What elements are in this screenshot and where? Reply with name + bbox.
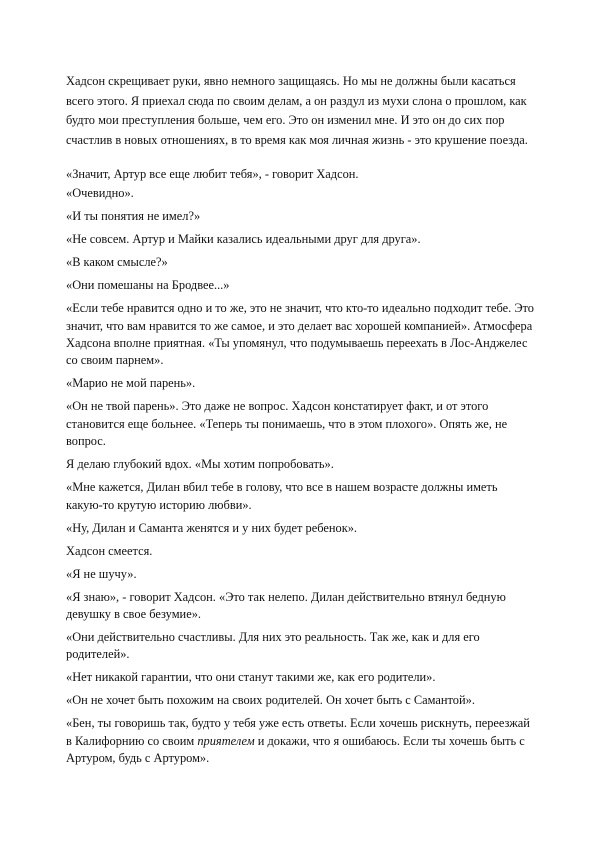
text-run: «Бен, ты говоришь так, будто у тебя уже есть ответы. Если хочешь рискнуть, переезжай в Калифорнию со своим bbox=[66, 716, 530, 748]
paragraph: «Не совсем. Артур и Майки казались идеальными друг для друга». bbox=[66, 232, 421, 247]
document-page bbox=[66, 72, 536, 773]
paragraph: «Мне кажется, Дилан вбил тебе в голову, что все в нашем возрасте должны иметь какую-то крутую историю любви». bbox=[66, 480, 498, 512]
paragraph: «В каком смысле?» bbox=[66, 255, 168, 270]
paragraph: Хадсон смеется. bbox=[66, 543, 153, 558]
paragraph: Я делаю глубокий вдох. «Мы хотим попробовать». bbox=[66, 457, 334, 472]
paragraph: «Они помешаны на Бродвее...» bbox=[66, 278, 230, 293]
last-paragraph bbox=[66, 715, 536, 767]
paragraph: «Он не твой парень». Это даже не вопрос. Хадсон констатирует факт, и от этого становится еще больнее. «Теперь ты понимаешь, что в этом плохого». Опять же, не вопрос. bbox=[66, 399, 508, 449]
paragraph: «Очевидно». bbox=[66, 186, 134, 201]
paragraph: «Я знаю», - говорит Хадсон. «Это так нелепо. Дилан действительно втянул бедную девушку в свое безумие». bbox=[66, 589, 506, 622]
paragraph: «Значит, Артур все еще любит тебя», - говорит Хадсон. bbox=[66, 167, 359, 182]
paragraph: «Нет никакой гарантии, что они станут такими же, как его родители». bbox=[66, 670, 436, 685]
paragraph: «Ну, Дилан и Саманта женятся и у них будет ребенок». bbox=[66, 520, 358, 535]
paragraph: «Он не хочет быть похожим на своих родителей. Он хочет быть с Самантой». bbox=[66, 693, 475, 708]
paragraph: «И ты понятия не имел?» bbox=[66, 209, 201, 224]
intro-paragraph: Хадсон скрещивает руки, явно немного защищаясь. Но мы не должны были касаться всего этого. Я приехал сюда по своим делам, а он раздул из мухи слона о прошлом, как будто мои преступления больше, чем его. Это он изменил мне. И это он до сих пор счастлив в новых отношениях, в то время как моя личная жизнь - это крушение поезда. bbox=[66, 74, 528, 147]
paragraph: «Они действительно счастливы. Для них это реальность. Так же, как и для его родителей». bbox=[66, 630, 480, 662]
dialogue-section bbox=[66, 166, 536, 767]
emphasized-word: приятелем bbox=[197, 733, 255, 748]
paragraph: «Марио не мой парень». bbox=[66, 376, 196, 391]
paragraph: «Если тебе нравится одно и то же, это не значит, что кто-то идеально подходит тебе. Это значит, что вам нравится то же самое, и это делает вас хорошей компанией». Атмосфера Хадсона вполне приятная. «Ты упомянул, что подумываешь переехать в Лос-Анджелес со своим парнем». bbox=[66, 301, 534, 368]
text-run: и докажи, что я ошибаюсь. Если ты хочешь быть с Артуром, будь с Артуром». bbox=[66, 733, 525, 766]
paragraph: «Я не шучу». bbox=[66, 566, 137, 581]
